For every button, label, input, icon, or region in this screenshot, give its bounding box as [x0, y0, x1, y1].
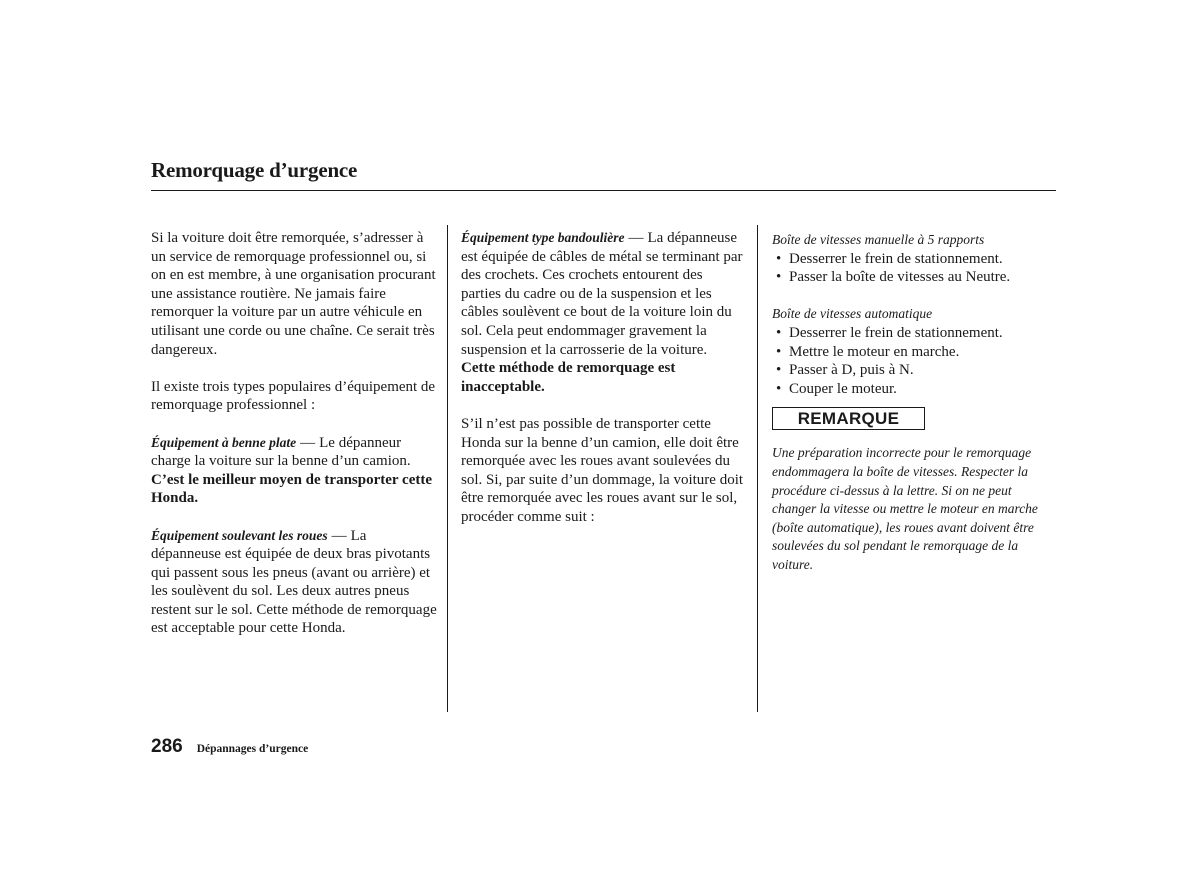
column-2: [461, 229, 745, 545]
equipment-types-paragraph: Il existe trois types populaires d’équipement de remorquage professionnel :: [151, 378, 436, 414]
column-3: [772, 229, 1056, 593]
list-item: • Desserrer le frein de stationnement.: [772, 250, 1056, 269]
flatbed-paragraph: Équipement à benne plate — Le dépanneur charge la voiture sur la benne d’un camion. C’est le meilleur moyen de transporter cette Honda.: [151, 434, 433, 507]
remark-text: Une préparation incorrecte pour le remorquage endommagera la boîte de vitesses. Respecter la procédure ci-dessus à la lettre. Si on ne peut changer la vitesse ou mettre le moteur en marche (boîte automatique), les roues avant doivent être soulevées du sol pendant le remorquage de la voiture.: [772, 445, 1038, 572]
list-item: • Passer la boîte de vitesses au Neutre.: [772, 268, 1056, 287]
page-title: Remorquage d’urgence: [151, 158, 358, 182]
sling-bold: Cette méthode de remorquage est inacceptable.: [461, 360, 676, 395]
section-name: Dépannages d’urgence: [196, 743, 309, 755]
manual-steps-list: [772, 250, 1056, 287]
sling-text: La dépanneuse est équipée de câbles de métal se terminant par des crochets. Ces crochets entourent des parties du cadre ou de la suspension et les câbles soulèvent ce bout de la voiture loin du sol. Cela peut endommager gravement la suspension et la carrosserie de la voiture.: [461, 230, 743, 358]
wheel-lift-paragraph: Équipement soulevant les roues — La dépanneuse est équipée de deux bras pivotants qui passent sous les pneus (avant ou arrière) et les soulèvent du sol. Les deux autres pneus restent sur le sol. Cette méthode de remorquage est acceptable pour cette Honda.: [151, 527, 437, 637]
procedure-intro-paragraph: S’il n’est pas possible de transporter cette Honda sur la benne d’un camion, elle doit être remorquée avec les roues avant soulevées du sol. Si, par suite d’un dommage, la voiture doit être remorquée avec les roues avant sur le sol, procéder comme suit :: [461, 415, 744, 525]
flatbed-lead: Équipement à benne plate: [151, 434, 297, 450]
automatic-steps-list: [772, 324, 1056, 398]
sling-paragraph: Équipement type bandoulière — La dépanneuse est équipée de câbles de métal se terminant par des crochets. Ces crochets entourent des parties du cadre ou de la suspension et les câbles soulèvent ce bout de la voiture loin du sol. Cela peut endommager gravement la suspension et la carrosserie de la voiture. Cette méthode de remorquage est inacceptable.: [461, 230, 743, 395]
manual-transmission-heading: Boîte de vitesses manuelle à 5 rapports: [772, 232, 985, 247]
remark-label: REMARQUE: [772, 407, 925, 430]
sling-lead: Équipement type bandoulière: [461, 230, 625, 245]
column-divider-2: [757, 225, 758, 712]
list-item: • Desserrer le frein de stationnement.: [772, 324, 1056, 343]
wheel-lift-lead: Équipement soulevant les roues: [151, 527, 328, 543]
list-item: • Mettre le moteur en marche.: [772, 343, 1056, 362]
list-item: • Passer à D, puis à N.: [772, 361, 1056, 380]
flatbed-text: Le dépanneur charge la voiture sur la benne d’un camion.: [151, 434, 411, 470]
wheel-lift-text: La dépanneuse est équipée de deux bras pivotants qui passent sous les pneus (avant ou arrière) et les soulèvent du sol. Les deux autres pneus restent sur le sol. Cette méthode de remorquage est acceptable pour cette Honda.: [151, 527, 437, 637]
column-divider-1: [447, 225, 448, 712]
flatbed-bold: C’est le meilleur moyen de transporter cette Honda.: [151, 471, 433, 507]
title-rule: [151, 190, 1056, 191]
automatic-transmission-heading: Boîte de vitesses automatique: [772, 306, 933, 322]
column-1: [151, 229, 439, 657]
list-item: • Couper le moteur.: [772, 380, 1056, 399]
page-footer: [151, 736, 308, 758]
page-number: 286: [151, 736, 183, 757]
intro-paragraph: Si la voiture doit être remorquée, s’adresser à un service de remorquage professionnel ou, si on en est membre, à une organisation procurant une assistance routière. Ne jamais faire remorquer la voiture par un autre véhicule en utilisant une corde ou une chaîne. Ce serait très dangereux.: [151, 230, 436, 358]
